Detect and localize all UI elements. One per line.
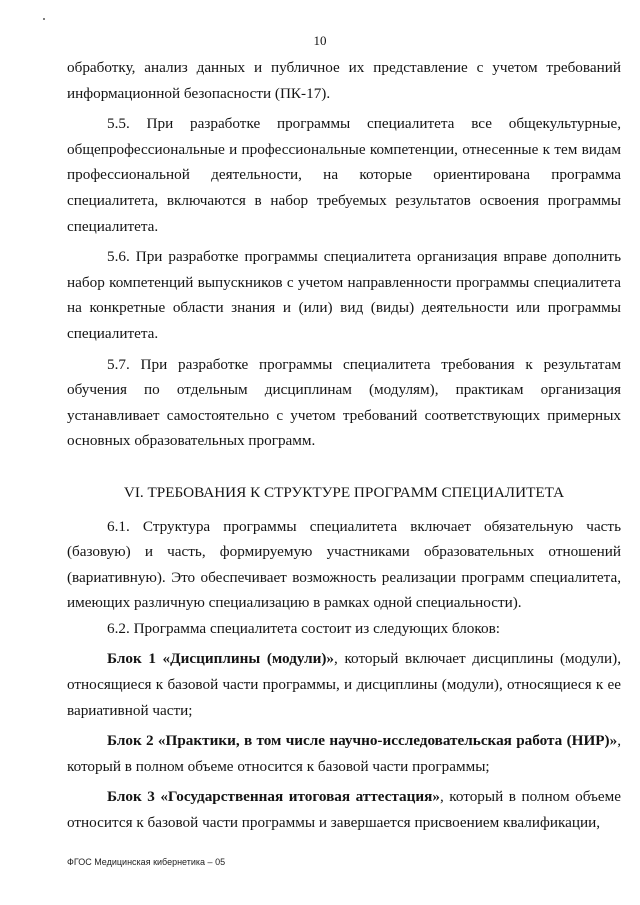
section-heading-vi: VI. ТРЕБОВАНИЯ К СТРУКТУРЕ ПРОГРАММ СПЕЦИАЛИТЕТА (123, 483, 565, 501)
page-footer: ФГОС Медицинская кибернетика – 05 (67, 857, 226, 867)
paragraph-5-7: 5.7. При разработке программы специалитета требования к результатам обучения по отдельным дисциплинам (модулям), практикам организация устанавливает самостоятельно с учетом требований соответствующих примерных основных образовательных программ. (67, 355, 621, 450)
block-2-title: Блок 2 «Практики, в том числе научно-исследовательская работа (НИР)» (107, 732, 618, 750)
block-3-title: Блок 3 «Государственная итоговая аттестация» (107, 788, 440, 806)
block-3-text: , который в полном объеме относится к базовой части программы и завершается присвоением квалификации, (67, 788, 621, 832)
paragraph-6-2: 6.2. Программа специалитета состоит из следующих блоков: (107, 619, 500, 637)
body-text (67, 55, 621, 836)
paragraph-block-1 (67, 646, 621, 723)
block-2-text: , который в полном объеме относится к базовой части программы; (67, 732, 621, 775)
paragraph-6-1: 6.1. Структура программы специалитета включает обязательную часть (базовую) и часть, формируемую участниками образовательных отношений (вариативную). Это обеспечивает возможность реализации программ специалитета, имеющих различную специализацию в рамках одной специальности). (67, 517, 621, 612)
paragraph-block-3 (67, 784, 621, 835)
paragraph-5-5: 5.5. При разработке программы специалитета все общекультурные, общепрофессиональные и профессиональные компетенции, отнесенные к тем видам профессиональной деятельности, на которые ориентирована программа специалитета, включаются в набор требуемых результатов освоения программы специалитета. (67, 115, 621, 235)
page-number: 10 (313, 33, 327, 48)
paragraph-continuation: обработку, анализ данных и публичное их представление с учетом требований информационной безопасности (ПК-17). (67, 59, 621, 102)
block-1-title: Блок 1 «Дисциплины (модули)» (107, 650, 335, 668)
paragraph-block-2 (67, 728, 621, 779)
scan-speck (43, 18, 45, 20)
block-1-text: , который включает дисциплины (модули), относящиеся к базовой части программы, и дисциплины (модули), относящиеся к ее вариативной части; (67, 650, 621, 719)
paragraph-5-6: 5.6. При разработке программы специалитета организация вправе дополнить набор компетенций выпускников с учетом направленности программы специалитета на конкретные области знания и (или) вид (виды) деятельности или программы специалитета. (67, 248, 621, 342)
